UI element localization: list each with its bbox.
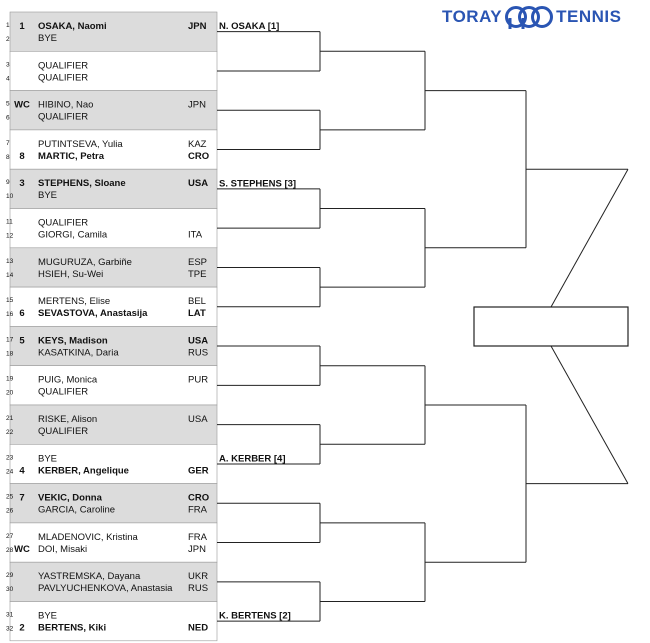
draw-position-number: 8: [6, 153, 10, 161]
draw-position-number: 29: [6, 572, 14, 580]
player-name: GIORGI, Camila: [38, 229, 108, 241]
draw-position-number: 28: [6, 546, 14, 554]
player-country: USA: [188, 414, 208, 425]
player-name: RISKE, Alison: [38, 414, 98, 425]
draw-position-number: 22: [6, 429, 14, 436]
player-country: UKR: [188, 571, 209, 583]
seed-label: WC: [14, 99, 30, 111]
logo-text-right: TENNIS: [556, 7, 622, 26]
player-country: CRO: [188, 150, 210, 162]
player-name: HIBINO, Nao: [38, 99, 94, 111]
player-country: ITA: [188, 229, 203, 241]
player-name: BYE: [38, 190, 58, 202]
draw-position-number: 27: [6, 532, 14, 540]
player-name: MUGURUZA, Garbiñe: [38, 256, 132, 268]
player-country: FRA: [188, 504, 207, 516]
draw-position-number: 24: [6, 468, 14, 476]
player-name: QUALIFIER: [38, 60, 89, 72]
player-name: YASTREMSKA, Dayana: [38, 571, 141, 583]
player-name: MARTIC, Petra: [38, 150, 104, 162]
seed-label: WC: [14, 543, 30, 555]
player-name: PUTINTSEVA, Yulia: [38, 138, 123, 150]
player-name: STEPHENS, Sloane: [38, 178, 126, 190]
draw-position-number: 4: [6, 75, 10, 83]
draw-position-number: 3: [6, 61, 10, 69]
draw-position-number: 16: [6, 311, 14, 319]
player-name: QUALIFIER: [38, 72, 89, 84]
player-country: CRO: [188, 492, 210, 504]
player-name: PAVLYUCHENKOVA, Anastasia: [38, 583, 173, 595]
draw-position-number: 14: [6, 271, 14, 279]
draw-position-number: 1: [6, 22, 10, 29]
player-name: QUALIFIER: [38, 217, 89, 229]
draw-position-number: 32: [6, 625, 14, 633]
draw-position-number: 13: [6, 257, 14, 265]
player-country: JPN: [188, 21, 207, 32]
logo-text-left: TORAY: [442, 7, 503, 26]
player-country: ESP: [188, 256, 208, 268]
player-country: USA: [188, 335, 209, 347]
player-name: MLADENOVIC, Kristina: [38, 531, 138, 543]
draw-position-number: 17: [6, 336, 14, 344]
player-country: LAT: [188, 308, 206, 320]
player-name: MERTENS, Elise: [38, 296, 111, 308]
draw-position-number: 31: [6, 611, 14, 619]
draw-position-number: 20: [6, 389, 14, 397]
player-name: BERTENS, Kiki: [38, 622, 107, 634]
draw-position-number: 2: [6, 36, 10, 43]
final-line-bottom: [551, 346, 628, 484]
draw-position-number: 21: [6, 415, 14, 422]
player-country: GER: [188, 465, 209, 477]
player-name: BYE: [38, 453, 58, 465]
seed-label: 2: [19, 622, 25, 634]
seed-label: 4: [19, 465, 25, 477]
player-name: QUALIFIER: [38, 386, 89, 398]
draw-position-number: 18: [6, 350, 14, 358]
player-name: GARCIA, Caroline: [38, 504, 116, 516]
player-country: USA: [188, 178, 209, 190]
round2-winner: K. BERTENS [2]: [219, 610, 291, 622]
logo-ppo-icon: [505, 4, 553, 30]
player-name: QUALIFIER: [38, 426, 89, 437]
round2-winner: S. STEPHENS [3]: [219, 178, 297, 190]
seed-label: 3: [19, 178, 25, 190]
player-name: OSAKA, Naomi: [38, 21, 107, 32]
final-line-top: [551, 169, 628, 307]
draw-position-number: 7: [6, 139, 10, 147]
draw-position-number: 5: [6, 100, 10, 108]
draw-position-number: 25: [6, 493, 14, 501]
draw-position-number: 12: [6, 232, 14, 240]
player-name: KERBER, Angelique: [38, 465, 129, 477]
player-name: VEKIC, Donna: [38, 492, 102, 504]
player-name: DOI, Misaki: [38, 543, 88, 555]
draw-position-number: 11: [6, 218, 13, 226]
player-name: BYE: [38, 33, 58, 44]
draw-position-number: 15: [6, 297, 14, 305]
player-country: JPN: [188, 99, 206, 111]
player-name: KEYS, Madison: [38, 335, 108, 347]
player-country: PUR: [188, 374, 209, 386]
seed-label: 5: [19, 335, 25, 347]
player-name: SEVASTOVA, Anastasija: [38, 308, 148, 320]
champion-box: [474, 307, 628, 346]
seed-label: 7: [19, 492, 25, 504]
seed-label: 6: [19, 308, 25, 320]
player-country: JPN: [188, 543, 206, 555]
draw-position-number: 30: [6, 586, 14, 594]
toray-tennis-logo: [442, 4, 621, 30]
seed-label: 1: [19, 21, 25, 32]
player-country: KAZ: [188, 138, 207, 150]
seed-label: 8: [19, 150, 25, 162]
player-country: BEL: [188, 296, 206, 308]
player-country: FRA: [188, 531, 207, 543]
round2-winner: N. OSAKA [1]: [219, 21, 280, 33]
player-country: RUS: [188, 583, 209, 595]
round2-winner: A. KERBER [4]: [219, 453, 286, 465]
draw-position-number: 23: [6, 454, 14, 462]
player-name: QUALIFIER: [38, 111, 89, 123]
draw-position-number: 9: [6, 179, 10, 187]
player-name: BYE: [38, 610, 58, 622]
draw-position-number: 10: [6, 193, 14, 201]
player-country: RUS: [188, 347, 209, 359]
draw-position-number: 6: [6, 114, 10, 122]
player-name: HSIEH, Su-Wei: [38, 268, 104, 280]
player-country: NED: [188, 622, 209, 634]
player-name: PUIG, Monica: [38, 374, 98, 386]
player-country: TPE: [188, 268, 207, 280]
draw-position-number: 26: [6, 507, 14, 515]
draw-position-number: 19: [6, 375, 14, 383]
player-name: KASATKINA, Daria: [38, 347, 119, 359]
